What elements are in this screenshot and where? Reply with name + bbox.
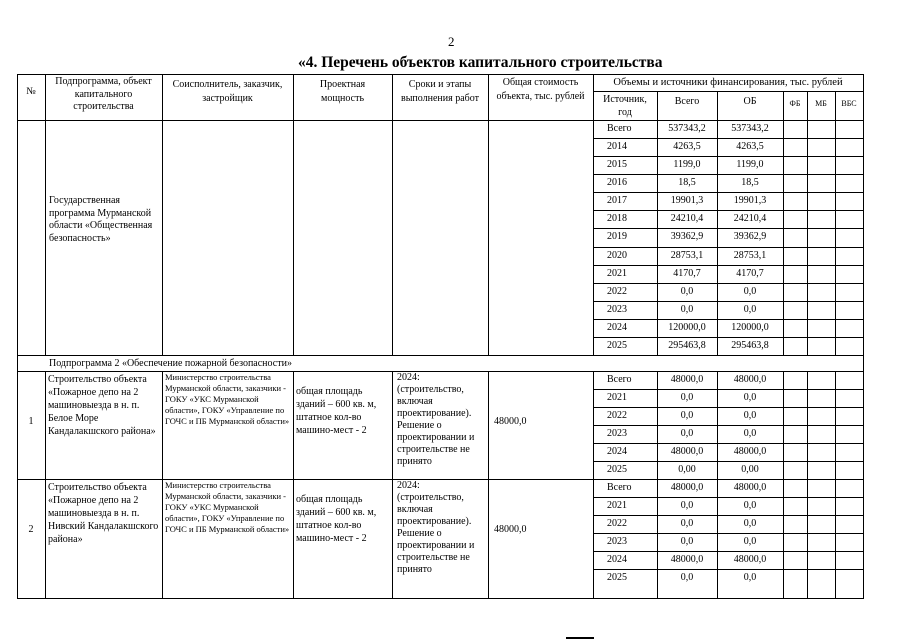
object-year: 2022 [607,518,627,529]
program-ob: 537343,2 [731,123,769,134]
object-total: 0,0 [680,572,694,583]
program-year: 2018 [607,213,627,224]
program-year: 2021 [607,268,627,279]
program-row-line [593,210,863,211]
program-total: 4263,5 [673,141,701,152]
program-row-line [593,301,863,302]
object-capacity: общая площадь зданий – 600 кв. м, штатное кол-во машино-мест - 2 [296,386,377,436]
object-ob: 0,0 [743,392,757,403]
object-row-line [593,407,863,408]
program-ob: 0,0 [743,286,757,297]
object-year: 2024 [607,554,627,565]
program-row-line [593,228,863,229]
program-total: 19901,3 [670,195,704,206]
program-total: 24210,4 [670,213,704,224]
page-title: «4. Перечень объектов капитального строительства [298,54,663,71]
program-ob: 295463,8 [731,340,769,351]
object-row-line [593,497,863,498]
table-border-top [17,74,864,75]
object-ob: 48000,0 [733,374,767,385]
header-total: Всего [674,96,700,107]
program-row-line [593,192,863,193]
program-ob: 4263,5 [736,141,764,152]
table-border-right [863,74,864,599]
object-total: 48000,0 [670,482,704,493]
program-year: 2014 [607,141,627,152]
header-mb: МБ [815,99,827,108]
object-column-divider [293,479,294,598]
object-executor: Министерство строительства Мурманской области, заказчики - ГОКУ «УКС Мурманской области», ГОКУ «Управление по ГОЧС и ПБ Мурманской области» [165,480,290,534]
object-ob: 0,00 [741,464,759,475]
header-subprogram: Подпрограмма, объект капитального строительства [55,76,152,112]
object-total: 48000,0 [670,374,704,385]
fund-column-divider-9 [783,91,784,355]
object-ob: 0,0 [743,572,757,583]
object-cost: 48000,0 [494,524,527,535]
header-bottom [17,120,864,121]
program-year: 2015 [607,159,627,170]
object-column-divider [293,371,294,479]
object-name: Строительство объекта «Пожарное депо на 2 машиновыезда в н. п. Белое Море Кандалакшского района» [48,374,156,437]
program-total: 295463,8 [668,340,706,351]
program-year: Всего [607,123,632,134]
fund-column-divider-11 [835,91,836,355]
program-ob: 0,0 [743,304,757,315]
object-ob: 0,0 [743,428,757,439]
program-year: 2025 [607,340,627,351]
object-row-line [593,425,863,426]
object-cost: 48000,0 [494,416,527,427]
program-total: 28753,1 [670,250,704,261]
object-ob: 0,0 [743,518,757,529]
program-year: 2023 [607,304,627,315]
object-year: 2023 [607,536,627,547]
object-year: 2025 [607,464,627,475]
object-ob: 48000,0 [733,482,767,493]
object-year: Всего [607,374,632,385]
header-funding: Объемы и источники финансирования, тыс. рублей [613,77,843,88]
object-ob: 0,0 [743,410,757,421]
object-total: 0,0 [680,518,694,529]
object-row-line [593,551,863,552]
program-total: 1199,0 [673,159,701,170]
program-ob: 24210,4 [733,213,767,224]
object-ob: 0,0 [743,536,757,547]
object-capacity: общая площадь зданий – 600 кв. м, штатное кол-во машино-мест - 2 [296,494,377,544]
object-total: 48000,0 [670,446,704,457]
object-column-divider [488,371,489,479]
object-terms: 2024: (строительство, включая проектирование). Решение о проектировании и строительстве не принято [397,480,475,575]
program-ob: 19901,3 [733,195,767,206]
program-year: 2024 [607,322,627,333]
object-column-divider [392,371,393,479]
fund-column-divider-10 [807,91,808,355]
bottom-mark [566,637,594,639]
program-row-line [593,337,863,338]
object-year: 2023 [607,428,627,439]
object-row-line [593,533,863,534]
object-ob: 48000,0 [733,446,767,457]
object-column-divider [45,371,46,479]
column-divider-2 [162,74,163,355]
program-year: 2020 [607,250,627,261]
object-number: 1 [28,416,34,427]
header-cost: Общая стоимость объекта, тыс. рублей [496,77,585,102]
object-name: Строительство объекта «Пожарное депо на 2 машиновыезда в н. п. Нивский Кандалакшского района» [48,482,159,545]
object-total: 0,0 [680,428,694,439]
object-total: 0,0 [680,500,694,511]
program-total: 537343,2 [668,123,706,134]
object-row-line [593,461,863,462]
object-total: 0,00 [678,464,696,475]
object-executor: Министерство строительства Мурманской области, заказчики - ГОКУ «УКС Мурманской области», ГОКУ «Управление по ГОЧС и ПБ Мурманской области» [165,372,290,426]
program-year: 2019 [607,231,627,242]
program-ob: 28753,1 [733,250,767,261]
column-divider-1 [45,74,46,355]
object-total: 48000,0 [670,554,704,565]
program-row-line [593,247,863,248]
object-year: 2021 [607,392,627,403]
object-column-divider [392,479,393,598]
program-row-line [593,283,863,284]
header-num: № [26,86,36,97]
header-terms: Сроки и этапы выполнения работ [400,79,479,104]
program-total: 0,0 [680,286,694,297]
column-divider-3 [293,74,294,355]
program-name: Государственная программа Мурманской области «Общественная безопасность» [49,195,153,244]
subprogram-2-label: Подпрограмма 2 «Обеспечение пожарной безопасности» [49,358,292,369]
funding-subheader-line [593,91,863,92]
fund-column-divider-8 [717,91,718,355]
object-ob: 48000,0 [733,554,767,565]
program-ob: 39362,9 [733,231,767,242]
program-ob: 1199,0 [736,159,764,170]
fund-column-divider-7 [657,91,658,355]
program-ob: 4170,7 [736,268,764,279]
program-ob: 18,5 [741,177,759,188]
object-year: 2022 [607,410,627,421]
object-total: 0,0 [680,536,694,547]
program-total: 4170,7 [673,268,701,279]
column-divider-5 [488,74,489,355]
object-ob: 0,0 [743,500,757,511]
program-row-line [593,319,863,320]
object-number: 2 [28,524,34,535]
object-total: 0,0 [680,392,694,403]
column-divider-4 [392,74,393,355]
object-column-divider [162,371,163,479]
program-total: 39362,9 [670,231,704,242]
capital-construction-table [17,74,863,598]
program-ob: 120000,0 [731,322,769,333]
program-total: 0,0 [680,304,694,315]
object-year: 2024 [607,446,627,457]
program-year: 2017 [607,195,627,206]
header-vbs: ВБС [841,99,857,108]
object-year: Всего [607,482,632,493]
object-year: 2021 [607,500,627,511]
program-total: 18,5 [678,177,696,188]
header-executor: Соисполнитель, заказчик, застройщик [172,79,283,104]
subprogram-band-top [17,355,864,356]
page-number: 2 [448,34,455,49]
program-row-line [593,174,863,175]
object-total: 0,0 [680,410,694,421]
header-source: Источник, год [603,94,647,118]
object-row-line [593,569,863,570]
program-year: 2022 [607,286,627,297]
program-year: 2016 [607,177,627,188]
table-border-left [17,74,18,599]
object-row-line [593,389,863,390]
object-row-line [593,515,863,516]
program-row-line [593,265,863,266]
object-column-divider [488,479,489,598]
object-year: 2025 [607,572,627,583]
table-border-bottom [17,598,864,599]
object-row-line [593,443,863,444]
object-terms: 2024: (строительство, включая проектирование). Решение о проектировании и строительстве не принято [397,372,475,467]
program-row-line [593,138,863,139]
column-divider-6 [593,74,594,355]
header-ob: ОБ [743,96,757,107]
program-row-line [593,156,863,157]
program-total: 120000,0 [668,322,706,333]
object-column-divider [45,479,46,598]
object-column-divider [162,479,163,598]
header-capacity: Проектная мощность [319,79,366,104]
header-fb: ФБ [789,99,801,108]
